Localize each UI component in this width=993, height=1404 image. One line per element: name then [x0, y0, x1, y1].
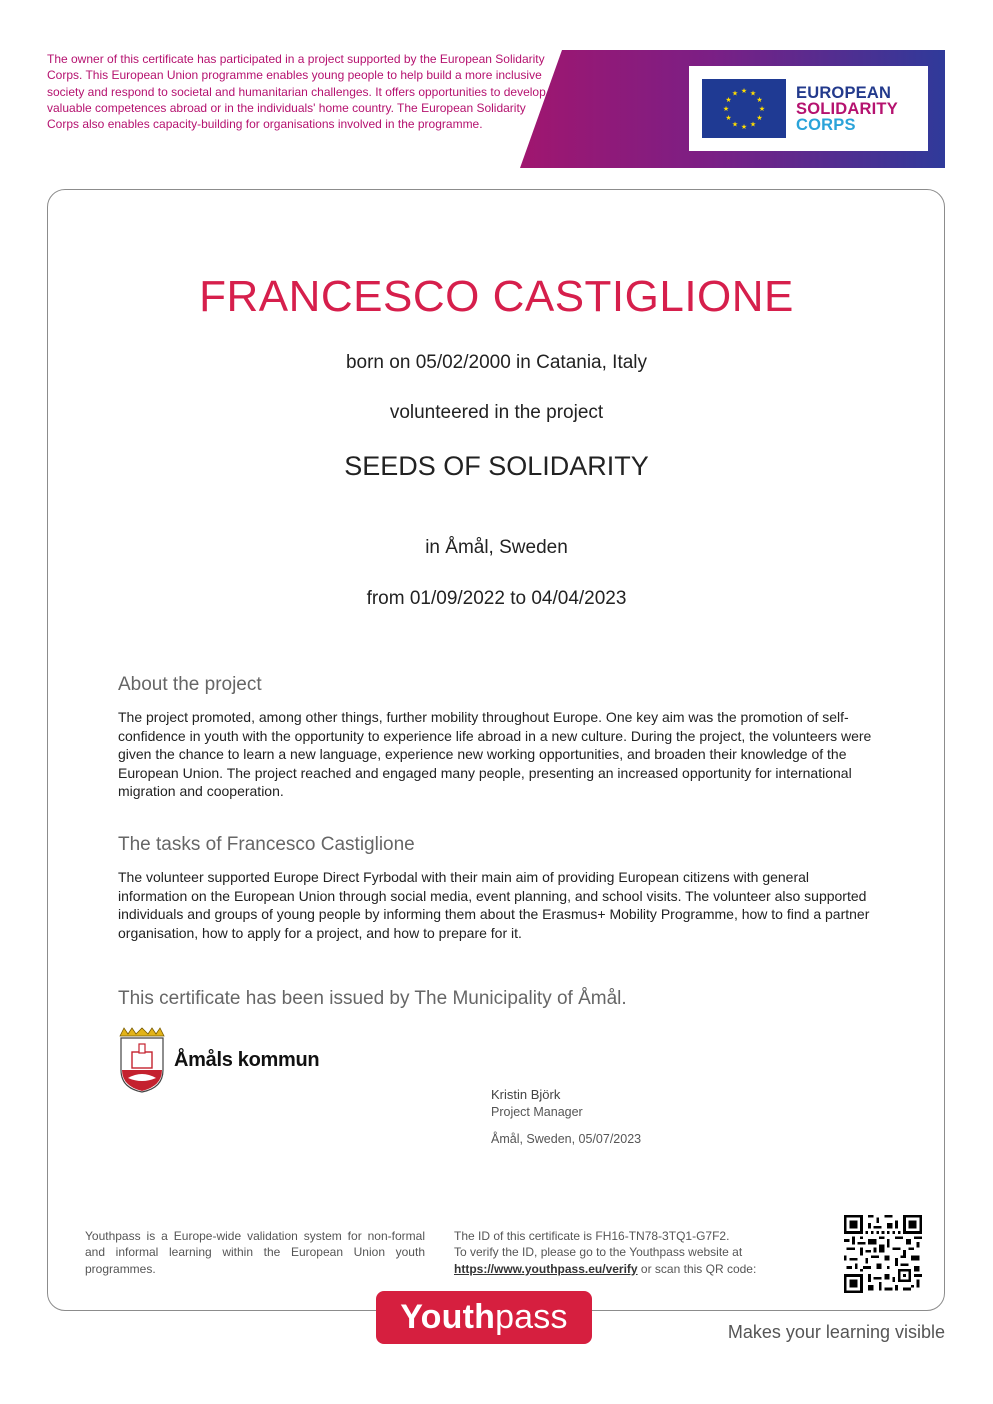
signature-place-date: Åmål, Sweden, 05/07/2023 — [491, 1132, 642, 1146]
svg-text:★: ★ — [756, 114, 763, 122]
verify-instruction: To verify the ID, please go to the Youthpass website at — [454, 1245, 743, 1260]
logo-text-line2: SOLIDARITY — [796, 99, 898, 118]
qr-code-icon[interactable] — [844, 1215, 922, 1293]
svg-text:★: ★ — [740, 87, 748, 95]
svg-text:★: ★ — [749, 120, 757, 129]
logo-text-line3: CORPS — [796, 115, 856, 134]
signatory-role: Project Manager — [491, 1105, 583, 1119]
project-location: in Åmål, Sweden — [425, 537, 568, 558]
svg-text:★: ★ — [725, 114, 732, 122]
logo-text-line1: EUROPEAN — [796, 83, 892, 102]
youthpass-info: Youthpass is a Europe-wide validation system for non-formal and informal learning within the European Union youth programmes. — [85, 1229, 425, 1276]
svg-text:★: ★ — [722, 105, 730, 113]
birth-info: born on 05/02/2000 in Catania, Italy — [345, 352, 648, 373]
european-solidarity-corps-logo — [689, 66, 928, 151]
youthpass-logo-regular: pass — [495, 1298, 568, 1336]
certificate-id: The ID of this certificate is FH16-TN78-3TQ1-G7F2. — [454, 1229, 730, 1243]
volunteered-label: volunteered in the project — [389, 402, 604, 423]
youthpass-logo-bold: Youth — [400, 1298, 496, 1336]
verify-link[interactable]: https://www.youthpass.eu/verify — [454, 1261, 638, 1276]
svg-text:★: ★ — [725, 96, 732, 104]
svg-text:★: ★ — [731, 120, 739, 129]
about-heading: About the project — [118, 674, 262, 695]
holder-name: FRANCESCO CASTIGLIONE — [199, 272, 794, 321]
svg-text:★: ★ — [740, 123, 748, 131]
youthpass-tagline: Makes your learning visible — [727, 1322, 945, 1342]
certificate-id-block — [454, 1228, 814, 1277]
signatory-name: Kristin Björk — [491, 1087, 561, 1102]
about-text: The project promoted, among other things, further mobility throughout Europe. One key aim was the promotion of self-confidence in youth with the opportunity to experience life abroad in a new culture. During the project, the volunteers were given the chance to learn a new language, experience new working opportunities, and broaden their knowledge of the European Union. The project reached and engaged many people, presenting an increased opportunity for international migration and cooperation. — [118, 709, 872, 800]
project-title: SEEDS OF SOLIDARITY — [344, 451, 649, 481]
eu-flag-icon — [702, 79, 786, 138]
issuer-logo-text: Åmåls kommun — [174, 1048, 320, 1071]
tasks-text: The volunteer supported Europe Direct Fyrbodal with their main aim of providing European citizens with general information on the European Union through social media, event planning, and school visits. The volunteer also supported individuals and groups of young people by informing them about the Erasmus+ Mobility Programme, how to find a partner organisation, how to apply for a project, and how to prepare for it. — [118, 869, 870, 941]
programme-intro-text: The owner of this certificate has participated in a project supported by the European Solidarity Corps. This European Union programme enables young people to help build a more inclusive society and respond to societal and humanitarian challenges. It offers opportunities to develop valuable competences abroad or in the individuals' home country. The European Solidarity Corps also enables capacity-building for organisations involved in the programme. — [47, 52, 546, 132]
youthpass-logo — [376, 1291, 592, 1344]
svg-text:★: ★ — [731, 89, 739, 98]
verify-suffix: or scan this QR code: — [637, 1261, 757, 1276]
svg-text:★: ★ — [749, 89, 757, 98]
svg-text:★: ★ — [758, 105, 766, 113]
svg-text:★: ★ — [756, 96, 763, 104]
issuer-statement: This certificate has been issued by The Municipality of Åmål. — [118, 988, 627, 1009]
coat-of-arms-icon — [118, 1026, 166, 1094]
issuer-logo — [118, 1026, 319, 1094]
tasks-heading: The tasks of Francesco Castiglione — [118, 834, 415, 855]
project-period: from 01/09/2022 to 04/04/2023 — [366, 588, 627, 609]
